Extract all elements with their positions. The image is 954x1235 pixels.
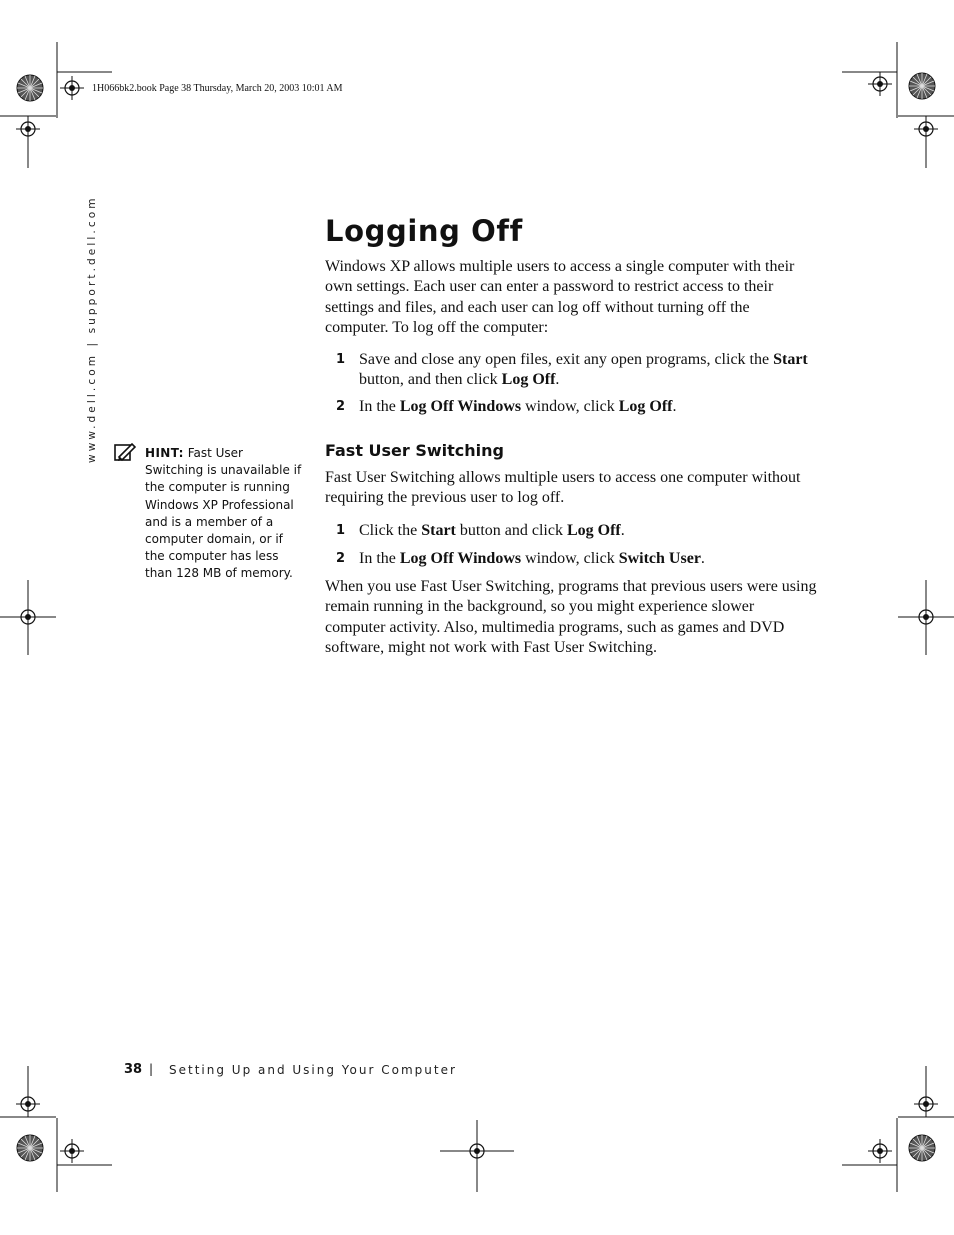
step-number: 1 xyxy=(336,523,346,538)
subsection-intro: Fast User Switching allows multiple users to access one computer without requiring the previous user to log off. xyxy=(325,469,801,507)
crosshair-mark xyxy=(868,1139,892,1163)
step-number: 2 xyxy=(336,399,346,414)
list-item xyxy=(325,521,820,543)
crosshair-mark xyxy=(868,72,892,96)
intro-paragraph: Windows XP allows multiple users to access a single computer with their own settings. Each user can enter a password to restrict access to their settings and files, and each user can log off without turning off the computer. To log off the computer: xyxy=(325,258,795,336)
starburst-mark xyxy=(909,73,935,99)
step-number: 1 xyxy=(336,352,346,367)
list-item xyxy=(325,350,820,392)
starburst-mark xyxy=(17,75,43,101)
step-text: Click the Start button and click Log Off. xyxy=(359,522,625,539)
side-url-text: www.dell.com | support.dell.com xyxy=(86,195,98,463)
hint-text: Fast User Switching is unavailable if the computer is running Windows XP Professional and is a member of a computer domain, or if the computer has less than 128 MB of memory. xyxy=(145,446,302,581)
step-text: Save and close any open files, exit any open programs, click the Start button, and then click Log Off. xyxy=(359,351,808,389)
page-number: 38 xyxy=(124,1062,143,1077)
crosshair-mark xyxy=(60,1139,84,1163)
starburst-mark xyxy=(17,1135,43,1161)
side-url xyxy=(84,195,98,465)
list-item xyxy=(325,397,820,419)
page-title: Logging Off xyxy=(325,214,523,248)
footer-chapter-title: Setting Up and Using Your Computer xyxy=(169,1063,457,1077)
hint-label: HINT: xyxy=(145,446,184,460)
section-heading: Fast User Switching xyxy=(325,441,504,460)
step-number: 2 xyxy=(336,551,346,566)
closing-paragraph: When you use Fast User Switching, programs that previous users were using remain running in the background, so you might experience slower computer activity. Also, multimedia programs, such as games and DVD software, might not work with Fast User Switching. xyxy=(325,578,817,656)
hint-note xyxy=(145,445,303,583)
print-slug: 1H066bk2.book Page 38 Thursday, March 20, 2003 10:01 AM xyxy=(92,83,343,94)
starburst-mark xyxy=(909,1135,935,1161)
step-text: In the Log Off Windows window, click Log Off. xyxy=(359,398,677,415)
list-item xyxy=(325,549,820,571)
footer-separator: | xyxy=(149,1062,154,1076)
step-text: In the Log Off Windows window, click Switch User. xyxy=(359,550,705,567)
pencil-note-icon xyxy=(114,442,136,462)
crosshair-mark xyxy=(60,76,84,100)
